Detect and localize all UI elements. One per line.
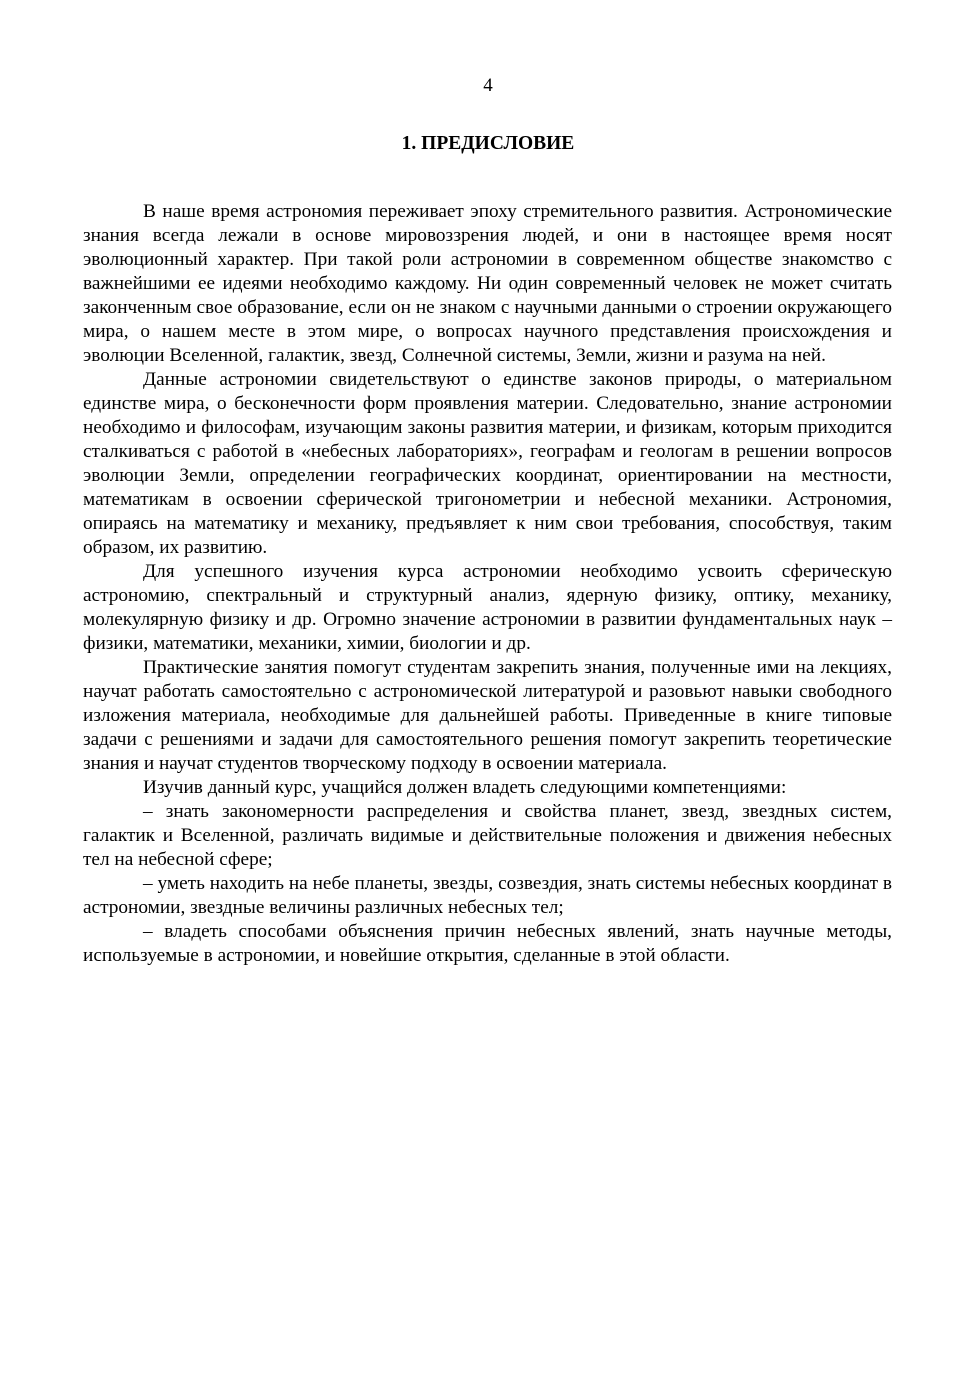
paragraph: Для успешного изучения курса астрономии необходимо усвоить сферическую астрономию, спектральный и структурный анализ, ядерную физику, оптику, механику, молекулярную физику и др. Огромно значение астрономии в развитии фундаментальных наук – физики, математики, механики, химии, биологии и др. <box>83 561 892 654</box>
competency-item: – уметь находить на небе планеты, звезды, созвездия, знать системы небесных координат в астрономии, звездные величины различных небесных тел; <box>83 873 892 918</box>
section-heading: 1. ПРЕДИСЛОВИЕ <box>401 133 575 154</box>
paragraph: Изучив данный курс, учащийся должен владеть следующими компетенциями: <box>143 777 787 798</box>
paragraph: Данные астрономии свидетельствуют о единстве законов природы, о материальном единстве мира, о бесконечности форм проявления материи. Следовательно, знание астрономии необходимо и философам, изучающим законы развития материи, и физикам, которым приходится сталкиваться с работой в «небесных лабораториях», географам и геологам в решении вопросов эволюции Земли, определении географических координат, ориентировании на местности, математикам в освоении сферической тригонометрии и небесной механики. Астрономия, опираясь на математику и механику, предъявляет к ним свои требования, способствуя, таким образом, их развитию. <box>83 369 892 558</box>
paragraph: Практические занятия помогут студентам закрепить знания, полученные ими на лекциях, научат работать самостоятельно с астрономической литературой и разовьют навыки свободного изложения материала, необходимые для дальнейшей работы. Приведенные в книге типовые задачи с решениями и задачи для самостоятельного решения помогут закрепить теоретические знания и научат студентов творческому подходу в освоении материала. <box>83 657 892 774</box>
competency-item: – знать закономерности распределения и свойства планет, звезд, звездных систем, галактик и Вселенной, различать видимые и действительные положения и движения небесных тел на небесной сфере; <box>83 801 892 870</box>
page-number: 4 <box>483 75 493 96</box>
competency-item: – владеть способами объяснения причин небесных явлений, знать научные методы, используемые в астрономии, и новейшие открытия, сделанные в этой области. <box>83 921 892 966</box>
paragraph: В наше время астрономия переживает эпоху стремительного развития. Астрономические знания всегда лежали в основе мировоззрения людей, и они в настоящее время носят эволюционный характер. При такой роли астрономии в современном обществе знакомство с важнейшими ее идеями необходимо каждому. Ни один современный человек не может считать законченным свое образование, если он не знаком с научными данными о строении окружающего мира, о нашем месте в этом мире, о вопросах научного представления происхождения и эволюции Вселенной, галактик, звезд, Солнечной системы, Земли, жизни и разума на ней. <box>83 201 892 366</box>
body-text <box>83 200 892 968</box>
